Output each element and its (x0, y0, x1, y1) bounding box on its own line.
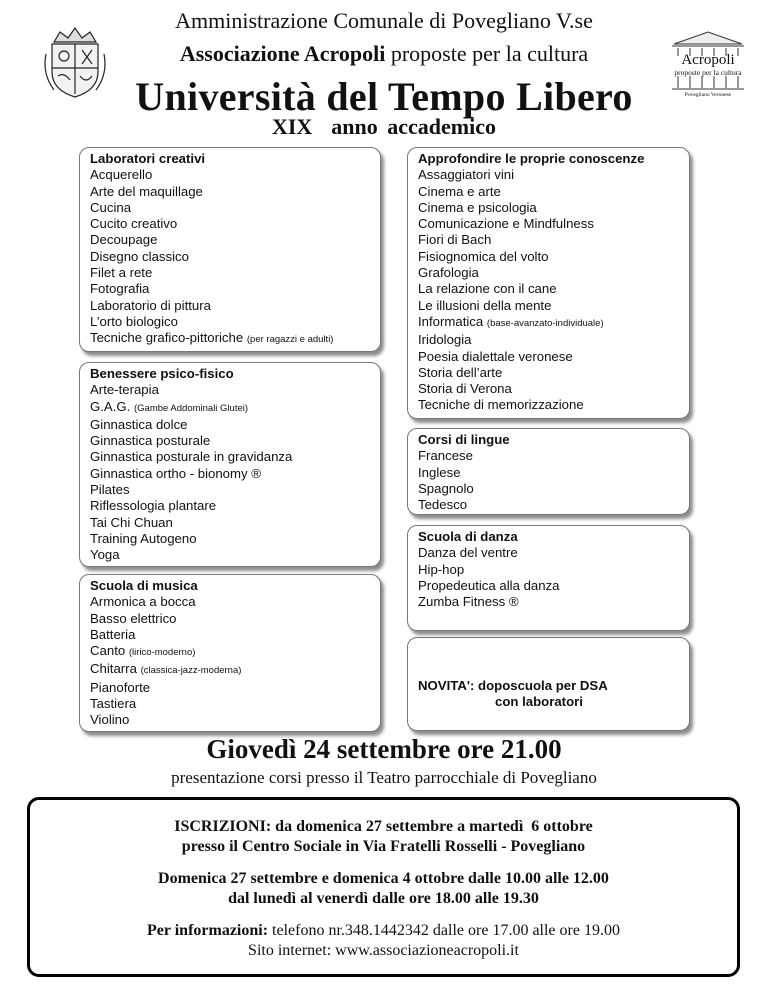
registration-place: presso il Centro Sociale in Via Fratelli Rosselli - Povegliano (181, 838, 586, 855)
item-label: Informatica (418, 313, 484, 329)
box-title: Approfondire le proprie conoscenze (418, 151, 645, 166)
list-item: Danza del ventre (418, 545, 518, 561)
list-item: Ginnastica ortho - bionomy ® (90, 465, 261, 481)
registration-info-box (27, 797, 740, 977)
list-item: Tai Chi Chuan (90, 514, 173, 530)
novita-line1: NOVITA': doposcuola per DSA (418, 678, 608, 693)
box-title: Corsi di lingue (418, 432, 510, 447)
list-item: Ginnastica posturale in gravidanza (90, 449, 293, 465)
list-item: Arte-terapia (90, 382, 159, 398)
course-box-approfondire (407, 147, 690, 419)
list-item: Cucina (90, 199, 132, 215)
list-item: Pianoforte (90, 679, 151, 695)
list-item: Francese (418, 448, 473, 464)
list-item: Tecniche di memorizzazione (418, 397, 584, 413)
municipality-line: Amministrazione Comunale di Povegliano V.se (175, 8, 593, 33)
item-label: Chitarra (90, 661, 137, 677)
association-tagline: proposte per la cultura (385, 41, 589, 66)
page-title: Università del Tempo Libero (135, 74, 633, 119)
list-item: Training Autogeno (90, 530, 197, 546)
weekend-hours: Domenica 27 settembre e domenica 4 ottobre dalle 10.00 alle 12.00 (158, 870, 609, 887)
list-item: Armonica a bocca (90, 594, 196, 610)
item-label: Tecniche grafico-pittoriche (90, 330, 244, 346)
list-item: Hip-hop (418, 561, 465, 577)
list-item: Fotografia (90, 281, 150, 297)
list-item: Fiori di Bach (418, 232, 492, 248)
list-item (418, 314, 689, 332)
item-label: Canto (90, 643, 126, 659)
list-item: Assaggiatori vini (418, 167, 515, 183)
list-item: Tastiera (90, 696, 137, 712)
logo-place: Povegliano Veronese (684, 92, 732, 98)
item-note: (per ragazzi e adulti) (246, 334, 334, 346)
association-name: Associazione Acropoli (179, 41, 386, 66)
list-item: Storia dell’arte (418, 364, 503, 380)
weekday-hours: dal lunedì al venerdì dalle ore 18.00 alle 19.30 (228, 890, 539, 907)
list-item (90, 330, 380, 348)
item-label: G.A.G. (90, 398, 131, 414)
list-item: Acquerello (90, 167, 153, 183)
list-item: Spagnolo (418, 480, 474, 496)
list-item (90, 661, 380, 679)
list-item: Arte del maquillage (90, 183, 203, 199)
list-item: L’orto biologico (90, 313, 178, 329)
logo-tagline: proposte per la cultura (674, 68, 742, 77)
academic-year: XIX anno accademico (271, 114, 497, 139)
event-date: Giovedì 24 settembre ore 21.00 (206, 734, 562, 764)
contact-label: Per informazioni: (147, 922, 269, 939)
association-line (0, 41, 768, 67)
list-item: Cinema e arte (418, 183, 501, 199)
course-box-lingue (407, 428, 690, 515)
course-box-danza (407, 525, 690, 631)
course-box-benessere (79, 362, 381, 567)
list-item: Riflessologia plantare (90, 498, 217, 514)
list-item: Basso elettrico (90, 610, 177, 626)
list-item: Violino (90, 712, 130, 728)
item-note: (Gambe Addominali Glutei) (133, 402, 249, 414)
list-item: La relazione con il cane (418, 281, 557, 297)
list-item: Tedesco (418, 497, 468, 513)
list-item: Batteria (90, 626, 136, 642)
list-item (90, 399, 380, 417)
list-item: Cinema e psicologia (418, 199, 537, 215)
list-item: Inglese (418, 464, 461, 480)
contact-info (30, 921, 737, 941)
list-item: Comunicazione e Mindfulness (418, 216, 594, 232)
item-note: (base-avanzato-individuale) (486, 317, 604, 329)
course-box-laboratori (79, 147, 381, 352)
list-item: Laboratorio di pittura (90, 297, 211, 313)
list-item: Pilates (90, 482, 130, 498)
list-item: Propedeutica alla danza (418, 577, 560, 593)
list-item: Le illusioni della mente (418, 297, 552, 313)
list-item: Filet a rete (90, 265, 153, 281)
list-item: Ginnastica dolce (90, 416, 188, 432)
box-title: Benessere psico-fisico (90, 366, 234, 381)
list-item: Ginnastica posturale (90, 433, 211, 449)
list-item: Disegno classico (90, 248, 189, 264)
list-item: Storia di Verona (418, 381, 512, 397)
list-item: Poesia dialettale veronese (418, 348, 573, 364)
list-item: Fisiognomica del volto (418, 248, 549, 264)
list-item: Yoga (90, 547, 120, 563)
novita-box (407, 637, 690, 731)
course-box-musica (79, 574, 381, 732)
registration-dates: ISCRIZIONI: da domenica 27 settembre a martedì 6 ottobre (174, 818, 593, 835)
list-item: Cucito creativo (90, 216, 178, 232)
box-title: Scuola di musica (90, 578, 198, 593)
list-item: Grafologia (418, 265, 479, 281)
list-item: Iridologia (418, 332, 472, 348)
event-presentation: presentazione corsi presso il Teatro parrocchiale di Povegliano (171, 768, 597, 787)
novita-line2: con laboratori (495, 694, 583, 710)
website: Sito internet: www.associazioneacropoli.it (248, 942, 519, 959)
list-item: Decoupage (90, 232, 158, 248)
list-item (90, 643, 380, 661)
list-item: Zumba Fitness ® (418, 594, 519, 610)
box-title: Laboratori creativi (90, 151, 206, 166)
item-note: (classica-jazz-moderna) (140, 665, 242, 677)
box-title: Scuola di danza (418, 529, 518, 544)
logo-name: Acropoli (681, 52, 735, 68)
contact-phone: telefono nr.348.1442342 dalle ore 17.00 alle ore 19.00 (268, 922, 620, 939)
item-note: (lirico-moderno) (128, 647, 196, 659)
